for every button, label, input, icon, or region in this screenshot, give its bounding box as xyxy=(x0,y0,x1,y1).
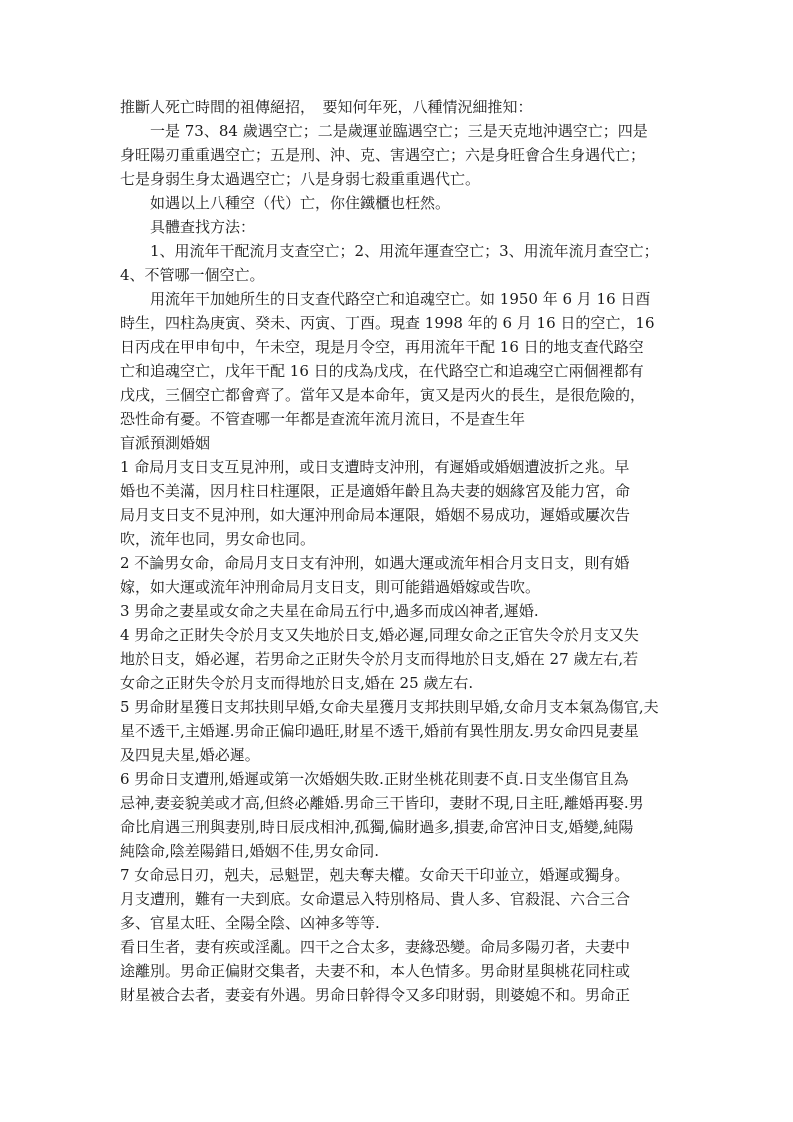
text-line: 恐性命有憂。不管查哪一年都是查流年流月流日，不是查生年 xyxy=(120,410,526,428)
text-line: 5 男命財星獲日支邦扶則早婚,女命夫星獲月支邦扶則早婚,女命月支本氣為傷官,夫 xyxy=(120,698,659,716)
text-line: 財星被合去者，妻妾有外遇。男命日幹得令又多印財弱，則婆媳不和。男命正 xyxy=(120,986,631,1004)
text-line: 1、用流年干配流月支查空亡；2、用流年運查空亡；3、用流年流月查空亡； xyxy=(150,242,659,260)
text-line: 局月支日支不見沖刑，如大運沖刑命局本運限，婚姻不易成功，遲婚或屢次告 xyxy=(120,506,631,524)
text-line: 日丙戌在甲申旬中，午未空，現是月令空，再用流年干配 16 日的地支查代路空 xyxy=(120,338,644,356)
text-line: 如遇以上八種空（代）亡，你住鐵櫃也枉然。 xyxy=(150,194,451,212)
text-line: 7 女命忌日刃，剋夫，忌魁罡，剋夫奪夫權。女命天干印並立，婚遲或獨身。 xyxy=(120,866,630,884)
text-line: 月支遭刑，難有一夫到底。女命還忌入特別格局、貴人多、官殺混、六合三合 xyxy=(120,890,631,908)
text-line: 忌神,妻妾貌美或才高,但終必離婚.男命三干皆印，妻財不現,日主旺,離婚再娶.男 xyxy=(120,794,644,812)
text-line: 時生，四柱為庚寅、癸未、丙寅、丁酉。現查 1998 年的 6 月 16 日的空亡，16 xyxy=(120,314,655,332)
text-line: 推斷人死亡時間的祖傳絕招， 要知何年死，八種情況細推知： xyxy=(120,98,533,116)
text-line: 嫁，如大運或流年沖刑命局月支日支，則可能錯過婚嫁或告吹。 xyxy=(120,578,541,596)
text-line: 婚也不美滿，因月柱日柱運限，正是適婚年齡且為夫妻的姻緣宮及能力宮，命 xyxy=(120,482,631,500)
section-heading: 盲派預測婚姻 xyxy=(120,434,211,452)
text-line: 及四見夫星,婚必遲。 xyxy=(120,746,260,764)
text-line: 4 男命之正財失令於月支又失地於日支,婚必遲,同理女命之正官失令於月支又失 xyxy=(120,626,639,644)
text-line: 吹，流年也同，男女命也同。 xyxy=(120,530,316,548)
text-line: 星不透干,主婚遲.男命正偏印過旺,財星不透干,婚前有異性朋友.男女命四見妻星 xyxy=(120,722,639,740)
text-line: 6 男命日支遭刑,婚遲或第一次婚姻失敗.正財坐桃花則妻不貞.日支坐傷官且為 xyxy=(120,770,629,788)
text-line: 女命之正財失令於月支而得地於日支,婚在 25 歲左右. xyxy=(120,674,474,692)
text-line: 3 男命之妻星或女命之夫星在命局五行中,過多而成凶神者,遲婚. xyxy=(120,602,539,620)
text-line: 多、官星太旺、全陽全陰、凶神多等等. xyxy=(120,914,380,932)
text-line: 亡和追魂空亡，戊年干配 16 日的戌為戊戌，在代路空亡和追魂空亡兩個裡都有 xyxy=(120,362,644,380)
text-line: 七是身弱生身太過遇空亡；八是身弱七殺重重遇代亡。 xyxy=(120,170,481,188)
text-line: 看日生者，妻有疾或淫亂。四干之合太多，妻緣恐變。命局多陽刃者，夫妻中 xyxy=(120,938,631,956)
text-line: 命比肩遇三刑與妻別,時日辰戌相沖,孤獨,偏財過多,損妻,命宮沖日支,婚變,純陽 xyxy=(120,818,634,836)
text-line: 途離別。男命正偏財交集者，夫妻不和，本人色情多。男命財星與桃花同柱或 xyxy=(120,962,631,980)
text-line: 戊戌，三個空亡都會齊了。當年又是本命年，寅又是丙火的長生，是很危險的， xyxy=(120,386,646,404)
text-line: 具體查找方法： xyxy=(150,218,256,236)
text-line: 純陰命,陰差陽錯日,婚姻不佳,男女命同. xyxy=(120,842,380,860)
text-line: 2 不論男女命，命局月支日支有沖刑，如遇大運或流年相合月支日支，則有婚 xyxy=(120,554,630,572)
text-line: 1 命局月支日支互見沖刑，或日支遭時支沖刑，有遲婚或婚姻遭波折之兆。早 xyxy=(120,458,630,476)
text-line: 身旺陽刃重重遇空亡；五是刑、沖、克、害遇空亡；六是身旺會合生身遇代亡； xyxy=(120,146,646,164)
text-line: 4、不管哪一個空亡。 xyxy=(120,266,265,284)
text-line: 用流年干加她所生的日支查代路空亡和追魂空亡。如 1950 年 6 月 16 日酉 xyxy=(150,290,651,308)
text-line: 地於日支，婚必遲，若男命之正財失令於月支而得地於日支,婚在 27 歲左右,若 xyxy=(120,650,639,668)
text-line: 一是 73、84 歲遇空亡；二是歲運並臨遇空亡；三是天克地沖遇空亡；四是 xyxy=(150,122,648,140)
